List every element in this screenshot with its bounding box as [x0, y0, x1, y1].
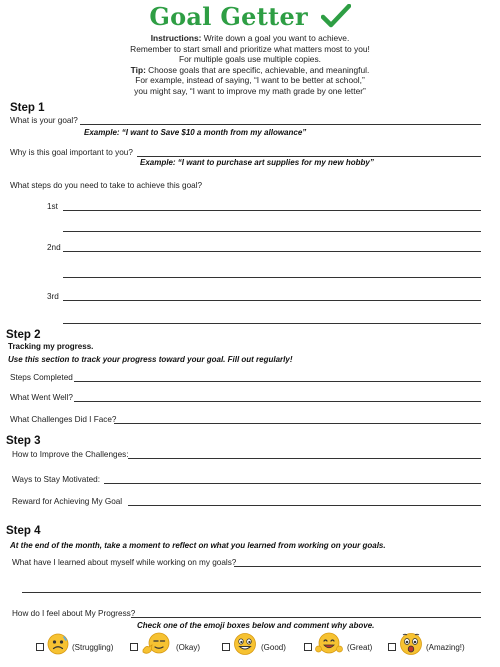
motivated-line[interactable]	[104, 483, 481, 484]
step-3rd-label: 3rd	[47, 292, 59, 301]
goal-line[interactable]	[80, 124, 481, 125]
step-3rd-line[interactable]	[63, 300, 481, 301]
struggling-checkbox[interactable]	[36, 643, 44, 651]
step-2nd-label: 2nd	[47, 243, 61, 252]
went-well-line[interactable]	[74, 401, 481, 402]
okay-label: (Okay)	[176, 643, 200, 652]
feel-line[interactable]	[131, 617, 481, 618]
good-emoji-icon	[233, 632, 257, 661]
feel-label: How do I feel about My Progress?	[12, 609, 136, 618]
tip-line-3: you might say, “I want to improve my math grade by one letter”	[134, 85, 366, 96]
goal-example: Example: “I want to Save $10 a month from my allowance”	[84, 128, 307, 137]
instructions-line-3: For multiple goals use multiple copies.	[179, 54, 321, 65]
goal-label: What is your goal?	[10, 116, 78, 125]
challenges-line[interactable]	[114, 423, 481, 424]
step-3rd-line-2[interactable]	[63, 323, 481, 324]
step-1st-line-2[interactable]	[63, 231, 481, 232]
steps-label: What steps do you need to take to achieve this goal?	[10, 181, 203, 190]
title-text: Goal Getter	[149, 2, 309, 31]
learned-label: What have I learned about myself while working on my goals?	[12, 558, 237, 567]
step2-instruction: Use this section to track your progress toward your goal. Fill out regularly!	[8, 355, 293, 364]
steps-completed-line[interactable]	[74, 381, 481, 382]
instructions-block	[0, 33, 500, 97]
step2-subheading: Tracking my progress.	[8, 342, 94, 351]
why-line[interactable]	[137, 156, 481, 157]
struggling-label: (Struggling)	[72, 643, 114, 652]
emoji-instruction: Check one of the emoji boxes below and comment why above.	[137, 621, 375, 630]
step4-instruction: At the end of the month, take a moment to reflect on what you learned from working on your goals.	[10, 541, 386, 550]
step4-heading: Step 4	[6, 525, 41, 537]
step-1st-line[interactable]	[63, 210, 481, 211]
learned-line[interactable]	[234, 566, 481, 567]
amazing-label: (Amazing!)	[426, 643, 465, 652]
step-1st-label: 1st	[47, 202, 58, 211]
checkmark-icon	[321, 4, 351, 34]
step2-heading: Step 2	[6, 329, 41, 341]
step3-heading: Step 3	[6, 435, 41, 447]
instructions-label: Instructions:	[150, 33, 202, 43]
reward-line[interactable]	[128, 505, 481, 506]
great-emoji-icon	[315, 630, 343, 663]
great-label: (Great)	[347, 643, 373, 652]
struggling-emoji-icon	[47, 633, 69, 660]
why-label: Why is this goal important to you?	[10, 148, 133, 157]
steps-completed-label: Steps Completed	[10, 373, 73, 382]
okay-checkbox[interactable]	[130, 643, 138, 651]
tip-label: Tip:	[130, 64, 146, 75]
amazing-checkbox[interactable]	[388, 643, 396, 651]
improve-label: How to Improve the Challenges:	[12, 450, 129, 459]
why-example: Example: “I want to purchase art supplies for my new hobby”	[140, 158, 374, 167]
step-2nd-line[interactable]	[63, 251, 481, 252]
instructions-line-2: Remember to start small and prioritize what matters most to you!	[130, 43, 370, 54]
okay-emoji-icon	[141, 631, 173, 662]
step1-heading: Step 1	[10, 102, 45, 114]
instructions-line-1: Write down a goal you want to achieve.	[201, 33, 350, 43]
tip-line-1: Choose goals that are specific, achievable, and meaningful.	[145, 64, 370, 75]
step-2nd-line-2[interactable]	[63, 277, 481, 278]
amazing-emoji-icon	[399, 631, 423, 662]
learned-line-2[interactable]	[22, 592, 481, 593]
good-checkbox[interactable]	[222, 643, 230, 651]
tip-line-2: For example, instead of saying, “I want to be better at school,”	[135, 75, 365, 86]
reward-label: Reward for Achieving My Goal	[12, 497, 123, 506]
motivated-label: Ways to Stay Motivated:	[12, 475, 100, 484]
great-checkbox[interactable]	[304, 643, 312, 651]
good-label: (Good)	[261, 643, 286, 652]
challenges-label: What Challenges Did I Face?	[10, 415, 117, 424]
improve-line[interactable]	[128, 458, 481, 459]
went-well-label: What Went Well?	[10, 393, 73, 402]
page-title	[0, 2, 500, 34]
